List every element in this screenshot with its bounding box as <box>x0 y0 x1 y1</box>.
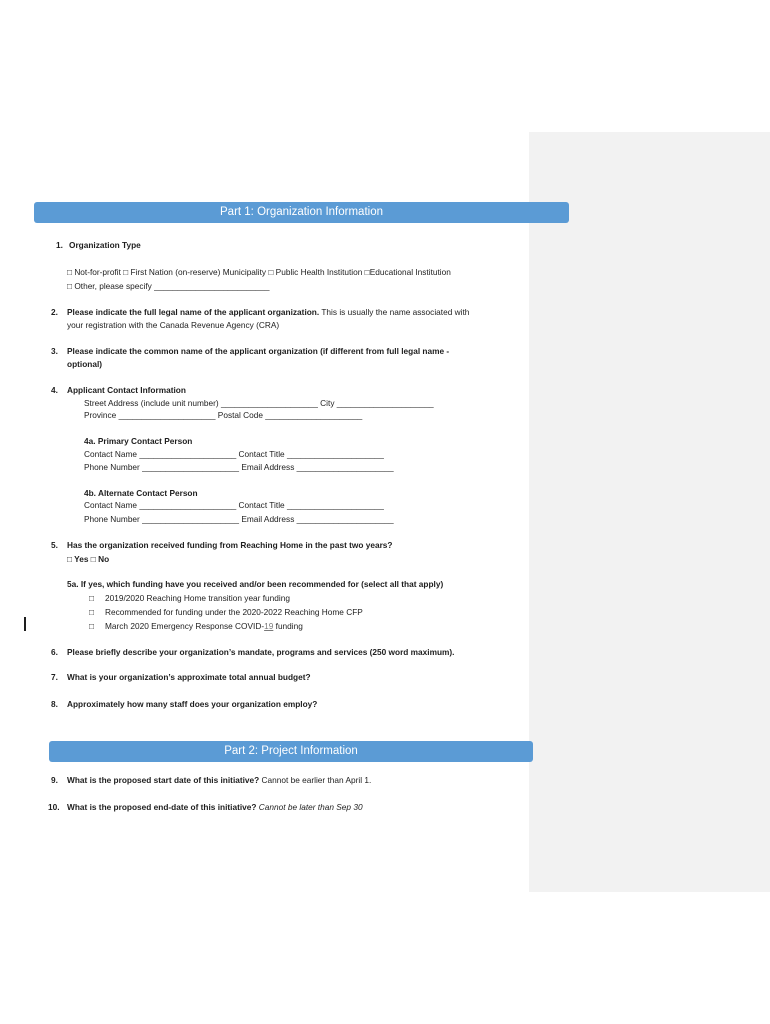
q1-options-line2[interactable]: □ Other, please specify _________________________ <box>67 281 270 291</box>
q2-number: 2. <box>51 307 58 317</box>
alternate-contact-name-field[interactable]: Contact Name _____________________ Contact Title _____________________ <box>84 500 384 510</box>
q1-number: 1. <box>56 240 63 250</box>
q9-label: What is the proposed start date of this initiative? <box>67 775 260 785</box>
q8-label: Approximately how many staff does your organization employ? <box>67 699 318 709</box>
q7-label: What is your organization’s approximate total annual budget? <box>67 672 311 682</box>
part2-header: Part 2: Project Information <box>49 741 533 762</box>
q5-yes-no-options[interactable]: □ Yes □ No <box>67 554 110 564</box>
q2-question <box>67 308 469 318</box>
q3-number: 3. <box>51 346 58 356</box>
q10-note: Cannot be later than Sep 30 <box>256 802 363 812</box>
primary-contact-phone-field[interactable]: Phone Number _____________________ Email Address _____________________ <box>84 462 394 472</box>
q8-number: 8. <box>51 699 58 709</box>
q5a-option-1: 2019/2020 Reaching Home transition year funding <box>105 593 290 603</box>
q2-note: This is usually the name associated with <box>319 307 470 317</box>
primary-contact-title: 4a. Primary Contact Person <box>84 436 193 446</box>
part1-header: Part 1: Organization Information <box>34 202 569 223</box>
q1-label: Organization Type <box>69 240 141 250</box>
alternate-contact-phone-field[interactable]: Phone Number _____________________ Email Address _____________________ <box>84 514 394 524</box>
q3-label-line1: Please indicate the common name of the applicant organization (if different from full legal name - <box>67 346 450 356</box>
q9-note: Cannot be earlier than April 1. <box>259 775 372 785</box>
q5a-checkbox-1[interactable]: □ <box>89 593 95 603</box>
q5a-option-3-text: March 2020 Emergency Response COVID- <box>105 621 265 631</box>
q7-number: 7. <box>51 672 58 682</box>
q9-question <box>67 776 371 786</box>
q5a-option-3-number: 19 <box>264 621 274 631</box>
q5a-option-2: Recommended for funding under the 2020-2022 Reaching Home CFP <box>105 607 363 617</box>
q2-label: Please indicate the full legal name of the applicant organization. <box>67 307 320 317</box>
q10-question <box>67 803 363 813</box>
alternate-contact-title: 4b. Alternate Contact Person <box>84 488 198 498</box>
q10-label: What is the proposed end-date of this initiative? <box>67 802 257 812</box>
q6-label: Please briefly describe your organization’s mandate, programs and services (250 word maximum). <box>67 647 455 657</box>
q6-number: 6. <box>51 647 58 657</box>
q4-number: 4. <box>51 385 58 395</box>
primary-contact-name-field[interactable]: Contact Name _____________________ Contact Title _____________________ <box>84 449 384 459</box>
street-address-field[interactable]: Street Address (include unit number) _____________________ City _____________________ <box>84 398 434 408</box>
q5a-checkbox-2[interactable]: □ <box>89 607 95 617</box>
province-postal-field[interactable]: Province _____________________ Postal Code _____________________ <box>84 410 363 420</box>
comment-pane <box>529 132 770 892</box>
q5a-option-3 <box>105 622 303 632</box>
q3-label-line2: optional) <box>67 359 103 369</box>
q4-label: Applicant Contact Information <box>67 385 186 395</box>
q10-number: 10. <box>48 802 60 812</box>
q5-label: Has the organization received funding from Reaching Home in the past two years? <box>67 540 393 550</box>
q5-number: 5. <box>51 540 58 550</box>
q1-options-line1[interactable]: □ Not-for-profit □ First Nation (on-reserve) Municipality □ Public Health Institution □Educational Institution <box>67 267 451 277</box>
q5a-checkbox-3[interactable]: □ <box>89 621 95 631</box>
q5a-label: 5a. If yes, which funding have you received and/or been recommended for (select all that apply) <box>67 579 444 589</box>
text-cursor <box>24 617 26 631</box>
q9-number: 9. <box>51 775 58 785</box>
q2-note-line2: your registration with the Canada Revenue Agency (CRA) <box>67 320 280 330</box>
q5a-option-3-suffix: funding <box>273 621 303 631</box>
